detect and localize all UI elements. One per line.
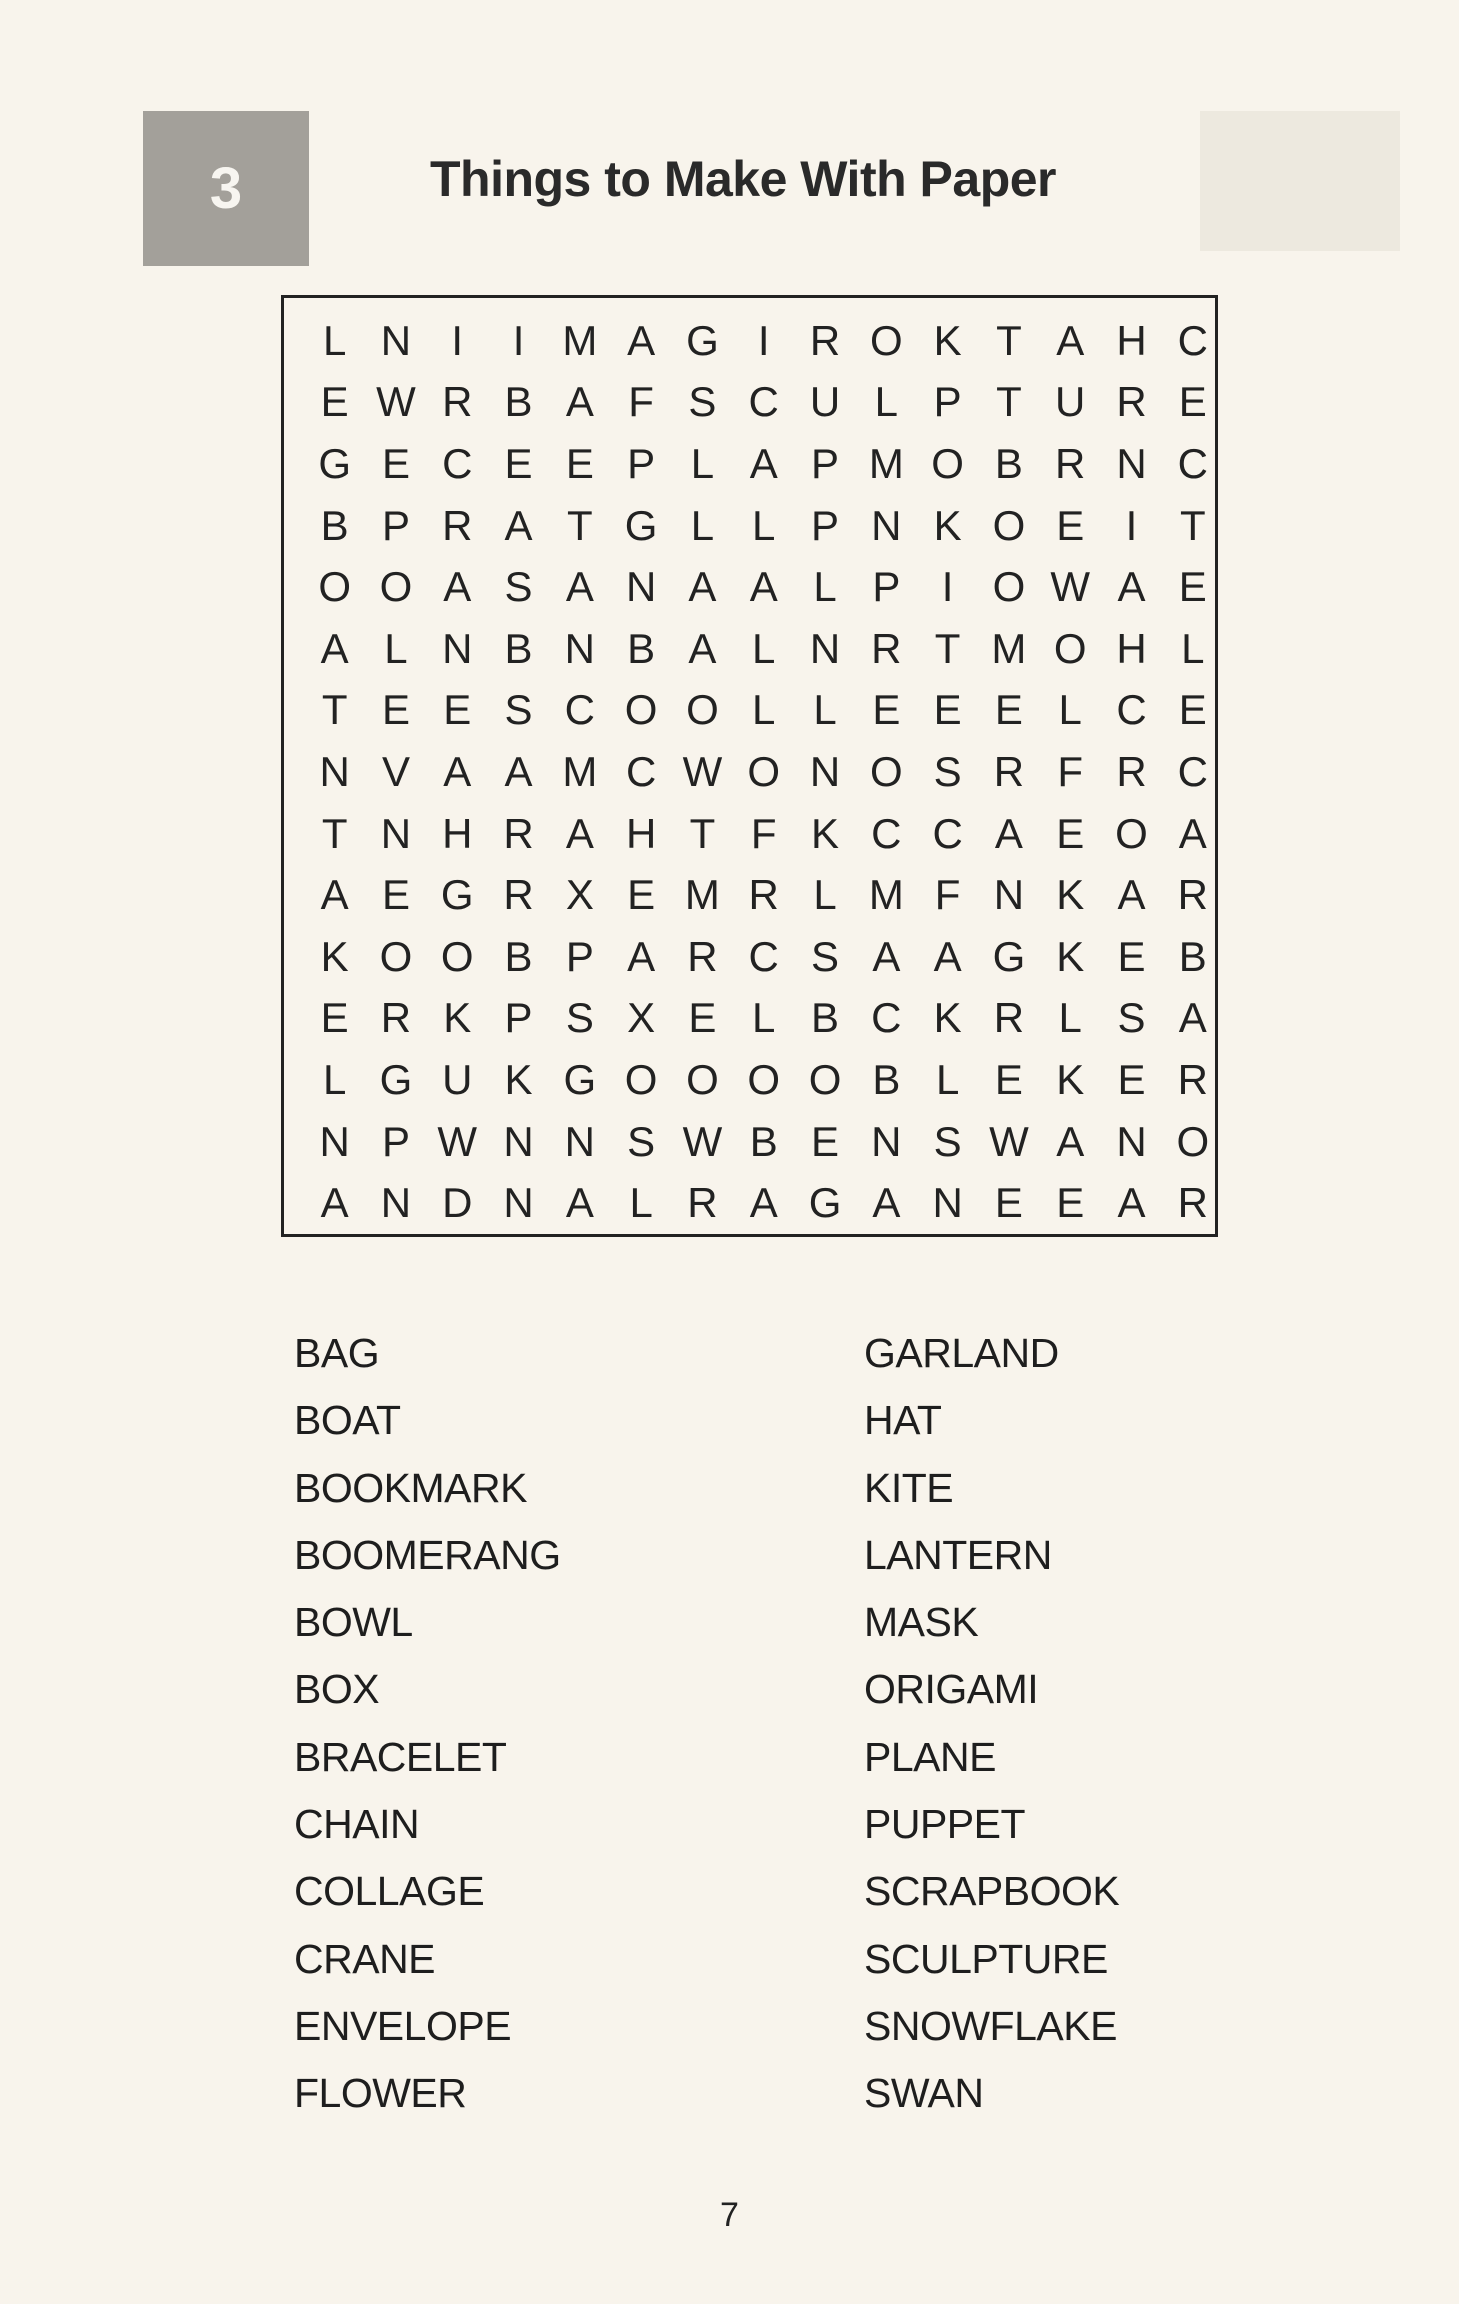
grid-letter: B	[504, 624, 533, 672]
grid-letter: O	[747, 747, 781, 795]
puzzle-number-badge: 3	[143, 111, 309, 266]
word-list-item: COLLAGE	[294, 1868, 485, 1915]
grid-letter: I	[757, 316, 770, 364]
grid-letter: F	[750, 809, 777, 857]
grid-letter: K	[443, 994, 472, 1042]
grid-letter: E	[320, 378, 349, 426]
word-list-item: GARLAND	[864, 1330, 1059, 1376]
grid-letter: O	[992, 501, 1026, 549]
grid-letter: I	[941, 563, 954, 611]
grid-letter: A	[504, 501, 533, 549]
grid-letter: C	[1177, 747, 1208, 795]
grid-letter: K	[320, 932, 349, 980]
grid-letter: N	[564, 624, 595, 672]
grid-letter: O	[624, 1055, 658, 1103]
grid-letter: L	[752, 501, 776, 549]
grid-letter: G	[318, 439, 351, 487]
grid-letter: L	[690, 501, 715, 549]
grid-letter: M	[991, 624, 1027, 672]
page-number: 7	[720, 2196, 739, 2234]
grid-letter: O	[440, 932, 474, 980]
word-list-item: BAG	[294, 1330, 380, 1376]
grid-letter: L	[752, 686, 776, 734]
grid-letter: B	[627, 624, 656, 672]
grid-letter: K	[811, 809, 840, 857]
grid-letter: L	[322, 316, 347, 364]
grid-letter: O	[379, 563, 413, 611]
grid-letter: R	[380, 994, 412, 1042]
grid-letter: R	[503, 871, 534, 919]
grid-letter: N	[380, 1179, 412, 1227]
grid-letter: H	[1116, 316, 1147, 364]
grid-letter: A	[688, 563, 717, 611]
grid-letter: H	[625, 809, 657, 857]
word-list-item: BOX	[294, 1666, 380, 1713]
grid-letter: C	[1116, 686, 1147, 734]
grid-letter: L	[813, 871, 837, 919]
grid-letter: N	[871, 1117, 902, 1165]
grid-letter: B	[872, 1055, 901, 1103]
grid-letter: P	[381, 501, 410, 549]
grid-letter: E	[688, 994, 717, 1042]
grid-letter: G	[379, 1055, 413, 1103]
grid-letter: A	[872, 932, 901, 980]
grid-letter: T	[689, 809, 716, 857]
grid-letter: E	[1056, 1179, 1085, 1227]
grid-letter: R	[809, 316, 841, 364]
grid-letter: R	[1055, 439, 1086, 487]
corner-shade	[1200, 111, 1400, 251]
grid-letter: K	[933, 316, 962, 364]
grid-letter: N	[625, 563, 657, 611]
grid-letter: F	[1057, 747, 1084, 795]
grid-letter: C	[564, 686, 595, 734]
word-list-item: KITE	[864, 1464, 954, 1511]
grid-letter: C	[748, 932, 779, 980]
grid-letter: N	[503, 1117, 534, 1165]
grid-letter: M	[562, 316, 598, 364]
grid-letter: I	[512, 316, 525, 364]
grid-letter: A	[933, 932, 962, 980]
grid-letter: T	[1179, 501, 1206, 549]
word-search-grid	[304, 310, 1223, 1234]
grid-letter: U	[1055, 378, 1086, 426]
grid-letter: L	[935, 1055, 960, 1103]
grid-letter: X	[565, 871, 594, 919]
grid-letter: T	[996, 316, 1022, 364]
grid-letter: N	[380, 809, 412, 857]
grid-letter: R	[1177, 1179, 1208, 1227]
grid-letter: E	[811, 1117, 840, 1165]
grid-letter: E	[1056, 809, 1085, 857]
word-list-item: CRANE	[294, 1935, 436, 1982]
grid-letter: A	[627, 316, 656, 364]
grid-letter: G	[992, 932, 1026, 980]
grid-letter: N	[442, 624, 473, 672]
grid-letter: E	[627, 871, 656, 919]
grid-letter: O	[1115, 809, 1148, 857]
grid-letter: C	[748, 378, 779, 426]
grid-letter: R	[871, 624, 902, 672]
word-list-item: LANTERN	[864, 1531, 1052, 1578]
grid-letter: G	[563, 1055, 597, 1103]
grid-letter: A	[627, 932, 656, 980]
grid-letter: R	[993, 747, 1025, 795]
grid-letter: O	[747, 1055, 781, 1103]
grid-letter: E	[1056, 501, 1085, 549]
grid-letter: E	[994, 1055, 1023, 1103]
grid-letter: L	[629, 1179, 653, 1227]
grid-letter: B	[811, 994, 840, 1042]
grid-letter: C	[442, 439, 473, 487]
grid-letter: S	[688, 378, 717, 426]
grid-letter: F	[628, 378, 654, 426]
grid-letter: N	[1116, 439, 1147, 487]
grid-letter: T	[934, 624, 961, 672]
grid-letter: B	[320, 501, 349, 549]
grid-letter: U	[809, 378, 841, 426]
grid-letter: O	[318, 563, 351, 611]
word-list-item: BOWL	[294, 1599, 413, 1646]
grid-letter: A	[320, 871, 349, 919]
word-list-item: PLANE	[864, 1733, 996, 1780]
grid-letter: O	[379, 932, 413, 980]
grid-letter: W	[989, 1117, 1029, 1165]
word-list-item: ENVELOPE	[294, 2002, 512, 2049]
grid-letter: N	[809, 624, 841, 672]
word-search-grid-frame	[281, 295, 1218, 1237]
grid-letter: A	[565, 1179, 594, 1227]
grid-letter: C	[625, 747, 657, 795]
grid-letter: E	[565, 439, 594, 487]
word-list-item: MASK	[864, 1599, 979, 1646]
grid-letter: L	[322, 1055, 347, 1103]
grid-letter: A	[565, 809, 594, 857]
grid-letter: A	[443, 563, 472, 611]
grid-letter: S	[933, 1117, 962, 1165]
grid-letter: R	[503, 809, 534, 857]
grid-letter: U	[442, 1055, 473, 1103]
grid-letter: L	[752, 624, 776, 672]
grid-letter: H	[442, 809, 473, 857]
grid-letter: S	[504, 563, 533, 611]
grid-letter: K	[504, 1055, 533, 1103]
grid-letter: P	[933, 378, 962, 426]
grid-letter: B	[749, 1117, 778, 1165]
grid-letter: A	[320, 624, 349, 672]
grid-letter: C	[1177, 316, 1208, 364]
grid-letter: N	[319, 1117, 350, 1165]
grid-letter: N	[993, 871, 1025, 919]
grid-letter: N	[380, 316, 412, 364]
grid-letter: T	[996, 378, 1022, 426]
grid-letter: L	[1181, 624, 1205, 672]
grid-letter: R	[442, 501, 473, 549]
word-list-item: PUPPET	[864, 1801, 1026, 1848]
grid-letter: N	[871, 501, 902, 549]
grid-letter: E	[1117, 932, 1146, 980]
grid-letter: X	[627, 994, 656, 1042]
grid-letter: L	[752, 994, 776, 1042]
word-list-item: SWAN	[864, 2070, 984, 2117]
grid-letter: E	[1178, 563, 1207, 611]
grid-letter: E	[320, 994, 349, 1042]
grid-letter: K	[933, 501, 962, 549]
grid-letter: S	[811, 932, 840, 980]
grid-letter: A	[1117, 1179, 1146, 1227]
grid-letter: N	[1116, 1117, 1147, 1165]
grid-letter: L	[813, 563, 837, 611]
puzzle-title: Things to Make With Paper	[430, 151, 1057, 207]
grid-letter: S	[504, 686, 533, 734]
word-list-item: BOOKMARK	[294, 1464, 527, 1511]
grid-letter: B	[994, 439, 1023, 487]
grid-letter: K	[1056, 932, 1085, 980]
grid-letter: A	[994, 809, 1023, 857]
grid-letter: O	[1053, 624, 1087, 672]
grid-letter: E	[872, 686, 901, 734]
grid-letter: L	[813, 686, 837, 734]
grid-letter: A	[749, 563, 778, 611]
grid-letter: D	[442, 1179, 473, 1227]
grid-letter: K	[1056, 871, 1085, 919]
grid-letter: A	[688, 624, 717, 672]
grid-letter: A	[1056, 1117, 1085, 1165]
word-list-item: SCRAPBOOK	[864, 1868, 1120, 1915]
grid-letter: R	[993, 994, 1025, 1042]
word-list-left	[294, 1320, 561, 2128]
word-list-item: ORIGAMI	[864, 1666, 1039, 1713]
word-list-item: BOAT	[294, 1397, 401, 1444]
grid-letter: E	[1178, 378, 1207, 426]
grid-letter: P	[811, 501, 840, 549]
grid-letter: C	[871, 809, 902, 857]
grid-letter: M	[868, 871, 904, 919]
grid-letter: L	[1058, 686, 1082, 734]
grid-letter: A	[1117, 871, 1146, 919]
grid-letter: W	[437, 1117, 478, 1165]
grid-letter: L	[384, 624, 408, 672]
grid-letter: O	[686, 1055, 719, 1103]
word-list-item: FLOWER	[294, 2070, 467, 2117]
word-list-item: SNOWFLAKE	[864, 2002, 1117, 2049]
grid-letter: A	[1056, 316, 1085, 364]
grid-letter: R	[748, 871, 779, 919]
grid-letter: A	[504, 747, 533, 795]
grid-letter: E	[1117, 1055, 1146, 1103]
grid-letter: E	[994, 1179, 1023, 1227]
word-list-item: BRACELET	[294, 1733, 507, 1780]
grid-letter: A	[320, 1179, 349, 1227]
grid-letter: E	[994, 686, 1023, 734]
grid-letter: S	[1117, 994, 1146, 1042]
grid-letter: L	[874, 378, 898, 426]
grid-letter: A	[1117, 563, 1146, 611]
grid-letter: O	[624, 686, 658, 734]
grid-letter: A	[872, 1179, 901, 1227]
grid-letter: A	[749, 1179, 778, 1227]
grid-letter: O	[686, 686, 719, 734]
grid-letter: C	[1177, 439, 1208, 487]
grid-letter: A	[443, 747, 472, 795]
grid-letter: A	[1178, 994, 1207, 1042]
grid-letter: R	[1116, 378, 1147, 426]
grid-letter: T	[321, 686, 348, 734]
grid-letter: O	[931, 439, 964, 487]
grid-letter: E	[443, 686, 472, 734]
grid-letter: O	[992, 563, 1026, 611]
grid-letter: N	[503, 1179, 534, 1227]
grid-letter: N	[932, 1179, 963, 1227]
grid-letter: S	[933, 747, 962, 795]
word-list-item: CHAIN	[294, 1801, 420, 1848]
grid-letter: A	[1178, 809, 1207, 857]
grid-letter: O	[869, 747, 903, 795]
grid-letter: B	[504, 378, 533, 426]
grid-letter: W	[376, 378, 416, 426]
grid-letter: E	[504, 439, 533, 487]
grid-letter: M	[684, 871, 720, 919]
grid-letter: M	[562, 747, 598, 795]
grid-letter: O	[1176, 1117, 1210, 1165]
grid-letter: G	[440, 871, 474, 919]
grid-letter: N	[564, 1117, 595, 1165]
grid-letter: L	[1058, 994, 1082, 1042]
grid-letter: E	[933, 686, 962, 734]
grid-letter: G	[808, 1179, 842, 1227]
grid-letter: S	[565, 994, 594, 1042]
grid-letter: A	[749, 439, 778, 487]
grid-letter: R	[1177, 871, 1208, 919]
grid-letter: M	[868, 439, 904, 487]
grid-letter: O	[869, 316, 903, 364]
grid-letter: W	[1050, 563, 1091, 611]
grid-letter: B	[504, 932, 533, 980]
word-list-right	[864, 1320, 1119, 2128]
grid-letter: P	[872, 563, 901, 611]
grid-letter: K	[933, 994, 962, 1042]
grid-letter: I	[1125, 501, 1138, 549]
grid-letter: A	[565, 563, 594, 611]
grid-letter: S	[627, 1117, 656, 1165]
grid-letter: N	[809, 747, 841, 795]
grid-letter: A	[565, 378, 594, 426]
grid-letter: P	[811, 439, 840, 487]
grid-letter: R	[687, 1179, 718, 1227]
grid-letter: P	[627, 439, 656, 487]
grid-letter: F	[934, 871, 961, 919]
grid-letter: R	[442, 378, 473, 426]
grid-letter: W	[682, 1117, 723, 1165]
grid-letter: R	[1116, 747, 1147, 795]
grid-letter: K	[1056, 1055, 1085, 1103]
grid-letter: O	[808, 1055, 842, 1103]
grid-letter: T	[567, 501, 593, 549]
grid-letter: L	[690, 439, 715, 487]
grid-letter: P	[565, 932, 594, 980]
grid-letter: E	[381, 871, 410, 919]
grid-letter: R	[687, 932, 718, 980]
grid-letter: T	[321, 809, 348, 857]
grid-letter: C	[932, 809, 963, 857]
word-list-item: SCULPTURE	[864, 1935, 1108, 1982]
grid-letter: P	[381, 1117, 410, 1165]
word-list-item: HAT	[864, 1397, 942, 1444]
grid-letter: E	[381, 686, 410, 734]
grid-letter: N	[319, 747, 350, 795]
grid-letter: E	[381, 439, 410, 487]
grid-letter: C	[871, 994, 902, 1042]
grid-letter: H	[1116, 624, 1147, 672]
grid-letter: I	[451, 316, 464, 364]
grid-letter: B	[1178, 932, 1207, 980]
grid-letter: R	[1177, 1055, 1208, 1103]
grid-letter: W	[682, 747, 723, 795]
word-list-item: BOOMERANG	[294, 1531, 561, 1578]
grid-letter: G	[686, 316, 719, 364]
grid-letter: V	[381, 747, 410, 795]
grid-letter: G	[624, 501, 658, 549]
grid-letter: P	[504, 994, 533, 1042]
grid-letter: E	[1178, 686, 1207, 734]
